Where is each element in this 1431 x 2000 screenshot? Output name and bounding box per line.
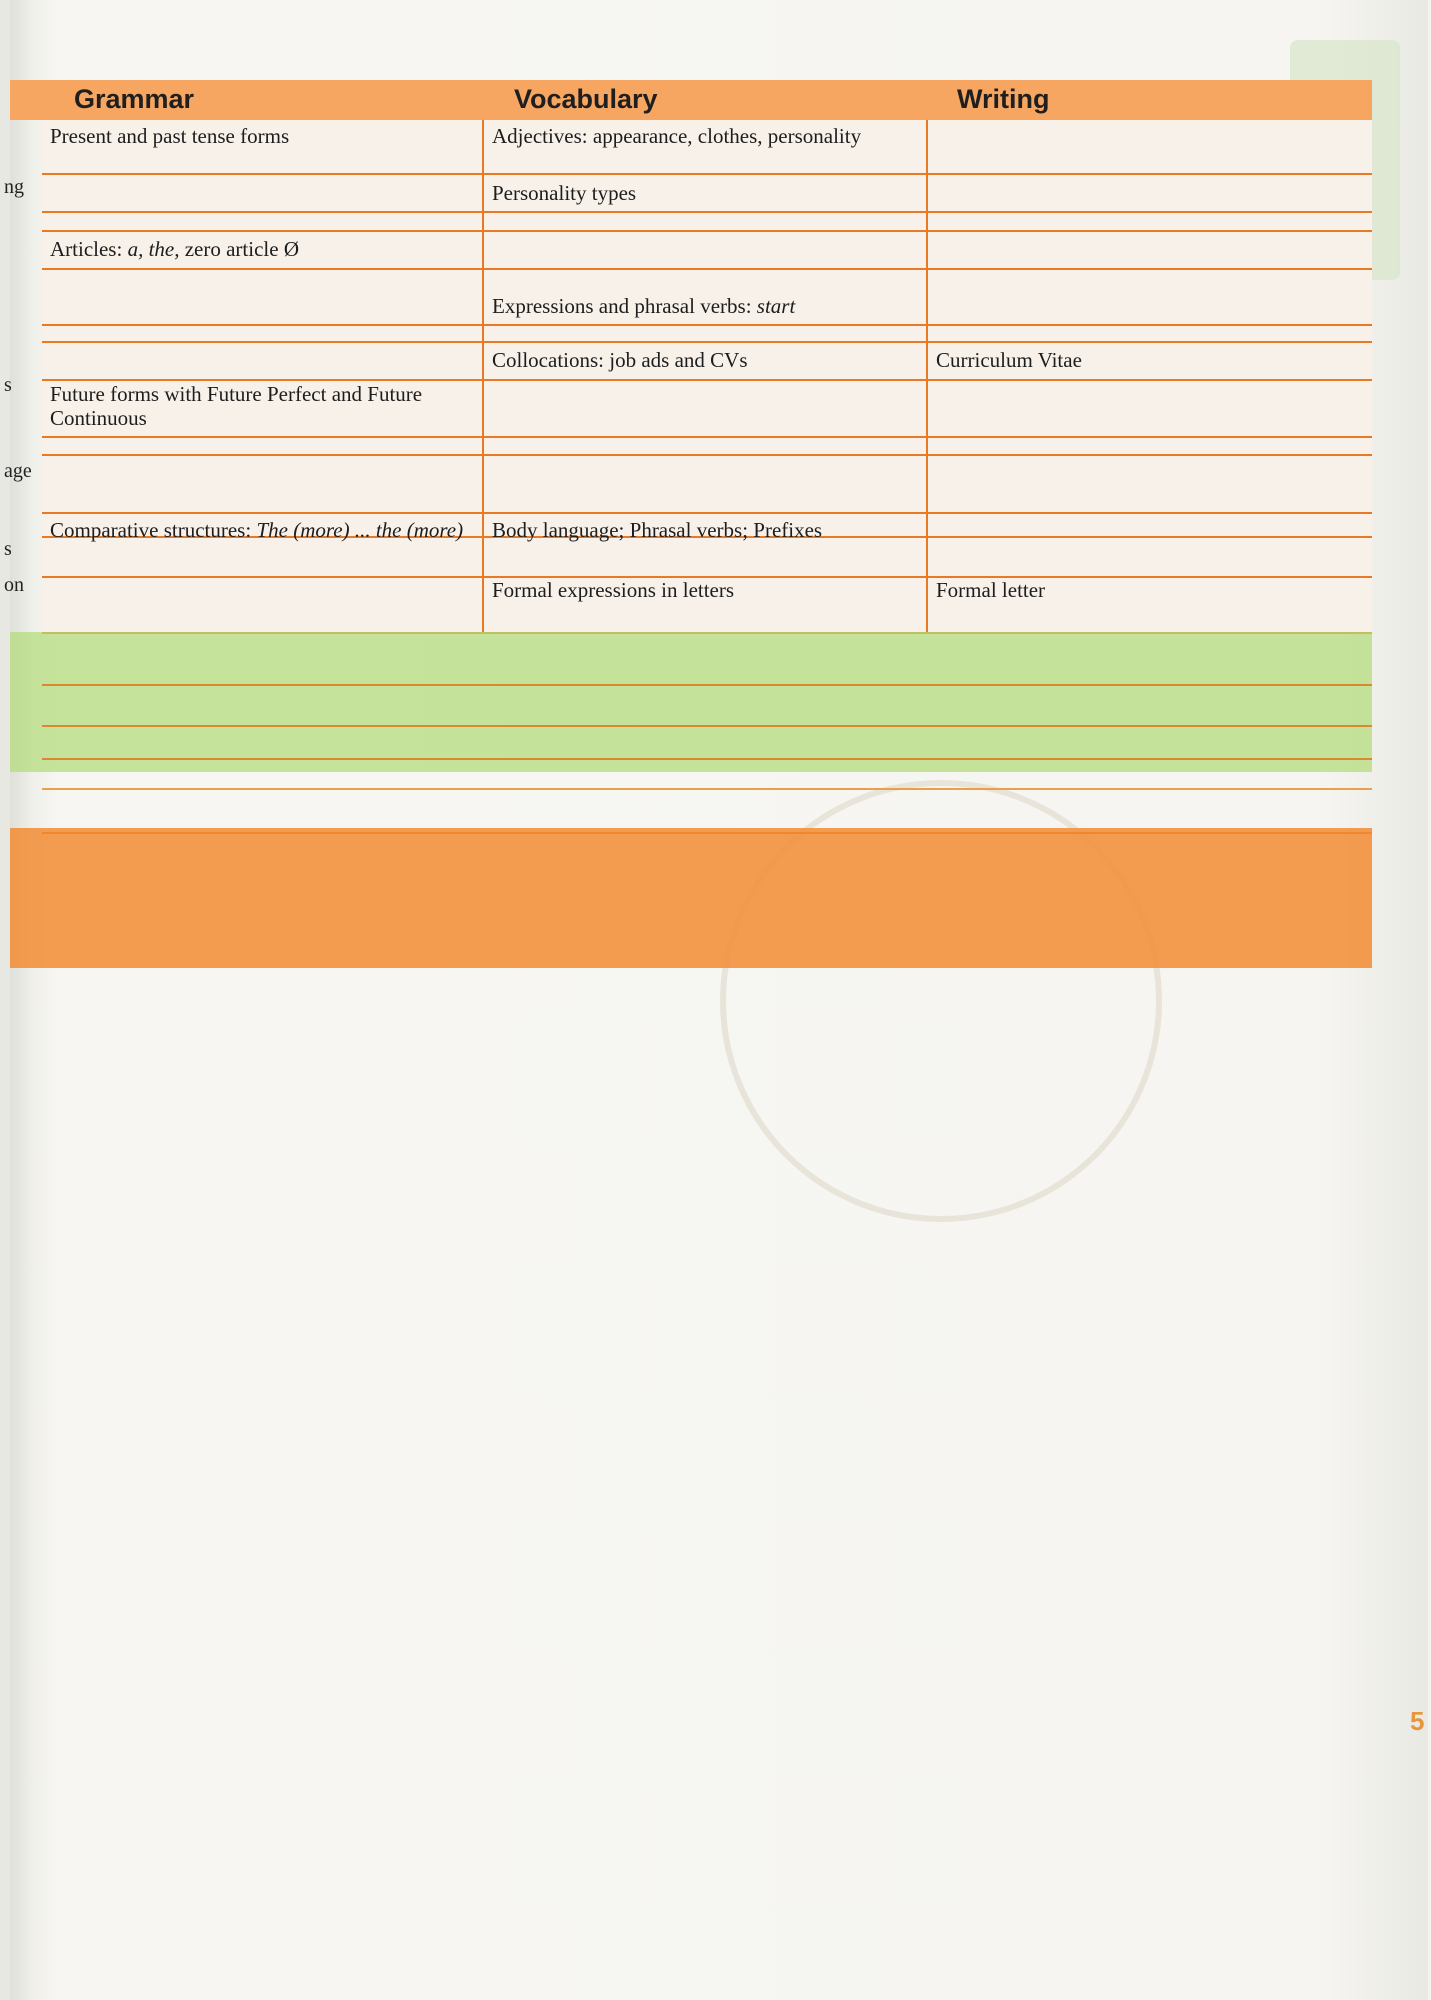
- left-fragment-3: age: [4, 460, 32, 482]
- page-number: 5: [1410, 1706, 1425, 1736]
- row-divider: [42, 436, 1372, 438]
- grammar-comparative-prefix: Comparative structures:: [50, 518, 257, 542]
- row-divider: [42, 512, 1372, 514]
- orange-band: [42, 828, 1372, 968]
- green-band-rule: [42, 684, 1372, 686]
- writing-cell-cv: Curriculum Vitae: [936, 348, 1082, 372]
- vocabulary-cell-expressions: [492, 294, 912, 318]
- row-divider: [42, 173, 1372, 175]
- green-band: [42, 632, 1372, 772]
- divider-rule: [42, 788, 1372, 790]
- vocabulary-cell-personality-types: Personality types: [492, 181, 637, 205]
- left-fragment-2: s: [4, 374, 12, 396]
- column-divider: [482, 120, 484, 632]
- writing-cell-formal-letter: Formal letter: [936, 578, 1046, 602]
- left-edge-orange-band: [10, 828, 42, 968]
- vocabulary-cell-body-language: Body language; Phrasal verbs; Prefixes: [492, 518, 823, 542]
- row-divider: [42, 268, 1372, 270]
- vocabulary-expressions-italic: start: [756, 294, 796, 318]
- row-divider: [42, 324, 1372, 326]
- vocabulary-cell-formal-expressions: Formal expressions in letters: [492, 578, 735, 602]
- grammar-cell-present-past: Present and past tense forms: [50, 124, 290, 148]
- left-fragment-4: s: [4, 538, 12, 560]
- left-fragment-5: on: [4, 574, 24, 596]
- row-divider: [42, 379, 1372, 381]
- grammar-articles-suffix: zero article Ø: [179, 237, 299, 261]
- grammar-comparative-italic: The (more) ... the (more): [256, 518, 464, 542]
- vocabulary-expressions-prefix: Expressions and phrasal verbs:: [492, 294, 757, 318]
- vocabulary-cell-adjectives: Adjectives: appearance, clothes, personality: [492, 124, 862, 148]
- left-page-edge: [0, 0, 10, 2000]
- row-divider: [42, 341, 1372, 343]
- column-divider: [926, 120, 928, 632]
- green-band-rule: [42, 725, 1372, 727]
- green-band-rule: [42, 758, 1372, 760]
- vocabulary-cell-collocations: Collocations: job ads and CVs: [492, 348, 748, 372]
- left-edge-green-band: [10, 632, 42, 772]
- row-divider: [42, 230, 1372, 232]
- table-header-row: [42, 80, 1372, 122]
- left-fragment-1: ng: [4, 176, 24, 198]
- grammar-cell-articles: [50, 237, 470, 261]
- grammar-articles-prefix: Articles:: [50, 237, 128, 261]
- row-divider: [42, 454, 1372, 456]
- grammar-articles-italic: a, the,: [127, 237, 180, 261]
- header-writing: Writing: [957, 84, 1050, 114]
- grammar-cell-future-forms: Future forms with Future Perfect and Future Continuous: [50, 382, 423, 430]
- row-divider: [42, 211, 1372, 213]
- header-grammar: Grammar: [74, 84, 195, 114]
- header-vocabulary: Vocabulary: [514, 84, 658, 114]
- left-edge-header-band: [10, 80, 42, 120]
- grammar-cell-comparative: [50, 518, 470, 542]
